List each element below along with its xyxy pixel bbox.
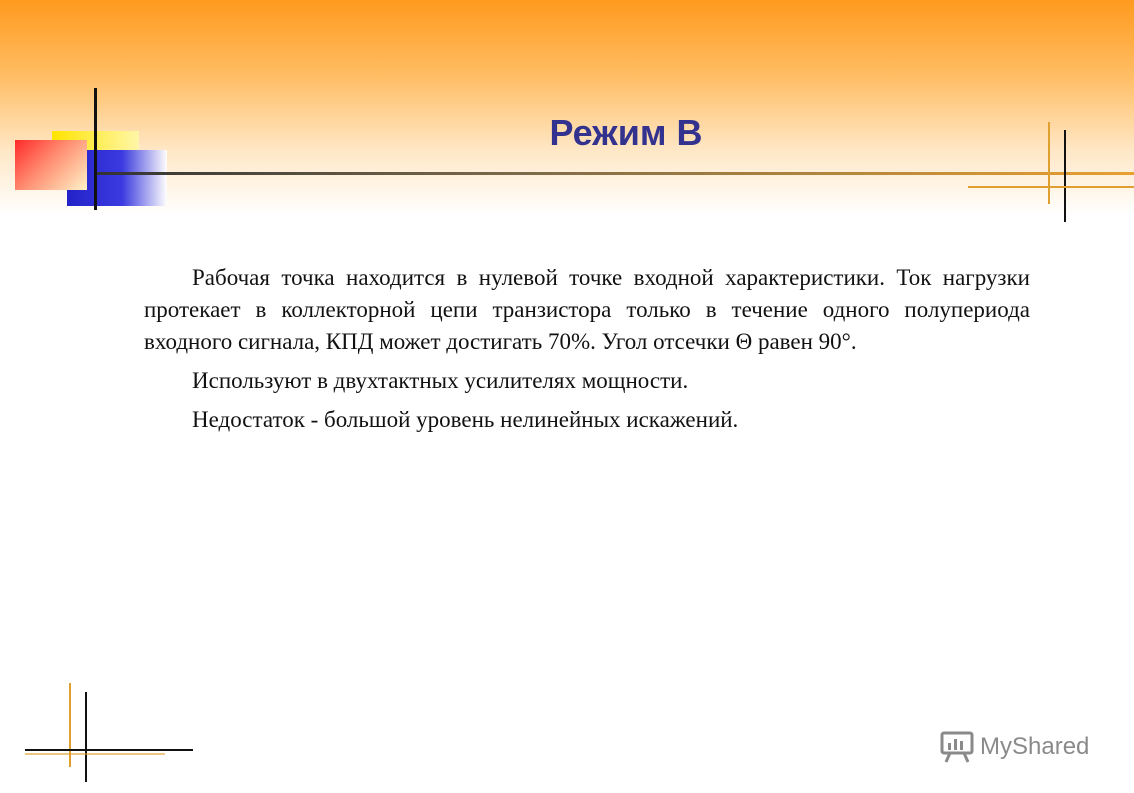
decor-horizontal-line <box>25 753 165 755</box>
body-paragraph: Недостаток - большой уровень нелинейных искажений. <box>192 407 739 432</box>
body-paragraph: Рабочая точка находится в нулевой точке входной характеристики. Ток нагрузки протекает в коллекторной цепи транзистора только в течение одного полупериода входного сигнала, КПД может достигать 70%. Угол отсечки Θ равен 90°. <box>144 265 1030 354</box>
slide-title: Режим B <box>549 112 703 153</box>
presentation-board-icon <box>940 731 974 763</box>
title-underline <box>96 172 1134 175</box>
body-paragraph: Используют в двухтактных усилителях мощности. <box>192 368 689 393</box>
decor-horizontal-line <box>968 186 1134 188</box>
decor-vertical-line <box>85 692 87 782</box>
decor-horizontal-line <box>25 749 193 751</box>
header-gradient <box>0 0 1134 215</box>
slide-body <box>144 262 1030 443</box>
watermark-text: MyShared <box>980 733 1090 760</box>
watermark-logo <box>940 731 1089 763</box>
